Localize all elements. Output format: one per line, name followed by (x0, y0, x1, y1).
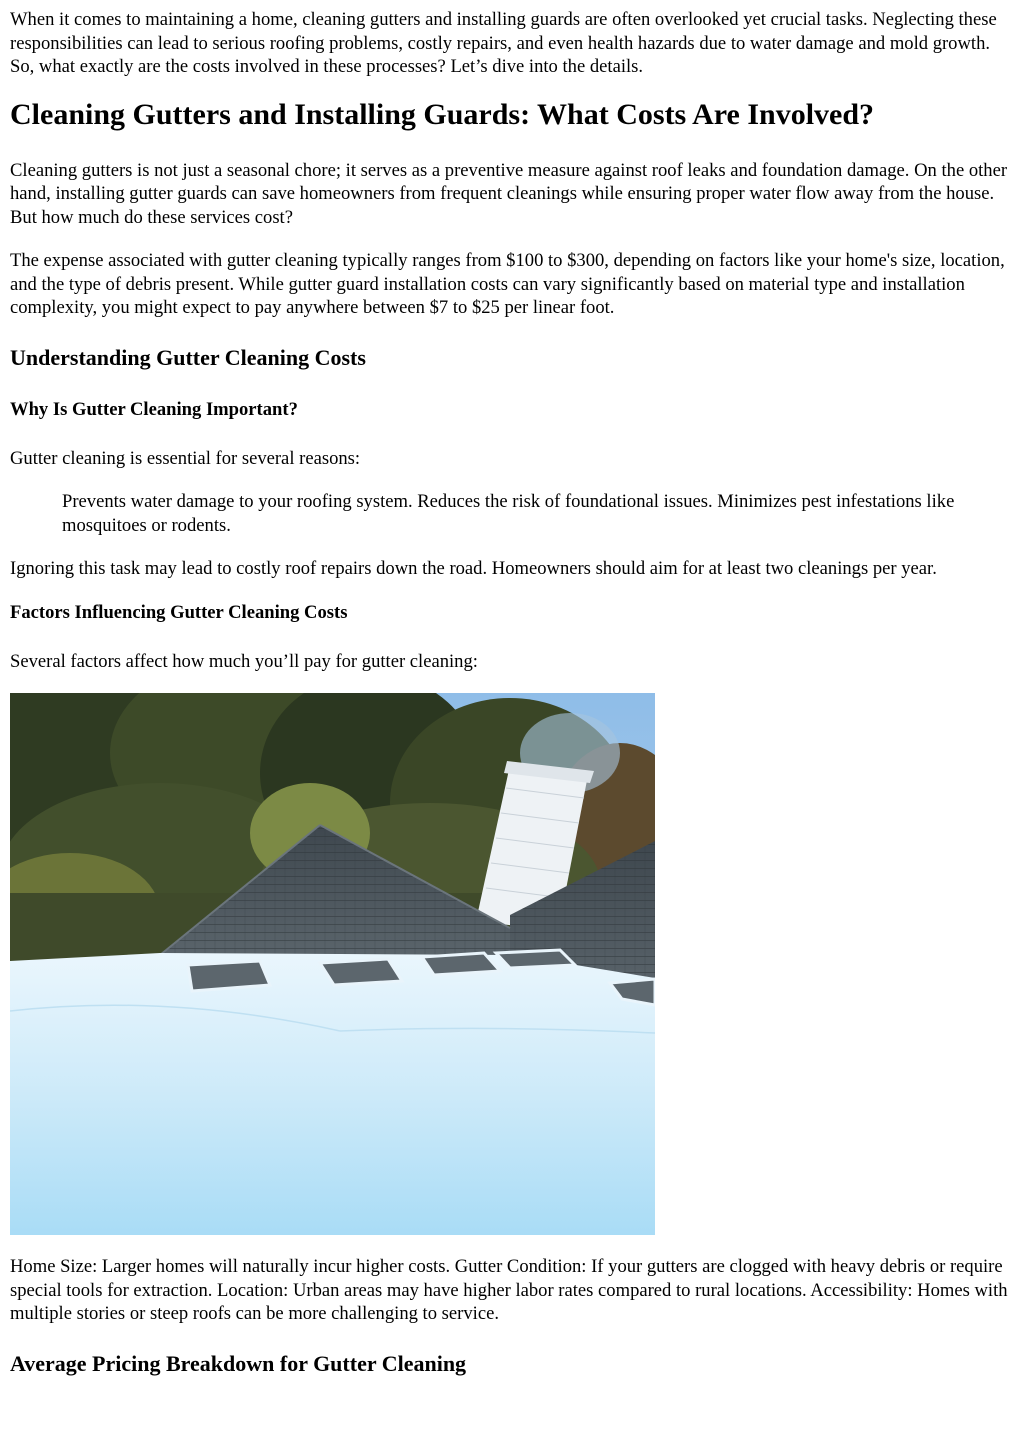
paragraph-ignoring: Ignoring this task may lead to costly roof repairs down the road. Homeowners should aim for at least two cleanings per year. (10, 558, 937, 579)
intro-paragraph: When it comes to maintaining a home, cleaning gutters and installing guards are often overlooked yet crucial tasks. Neglecting these responsibilities can lead to serious roofing problems, costly repairs, and even health hazards due to water damage and mold growth. So, what exactly are the costs involved in these processes? Let’s dive into the details. (10, 9, 997, 77)
reasons-blockquote: Prevents water damage to your roofing system. Reduces the risk of foundational issues. Minimizes pest infestations like mosquitoes or rodents. (62, 491, 955, 536)
page-title: Cleaning Gutters and Installing Guards: What Costs Are Involved? (10, 97, 875, 131)
heading-why-important: Why Is Gutter Cleaning Important? (10, 398, 298, 420)
photo-flat-roof (10, 953, 655, 1235)
paragraph-overview: Cleaning gutters is not just a seasonal chore; it serves as a preventive measure against roof leaks and foundation damage. On the other hand, installing gutter guards can save homeowners from frequent cleanings while ensuring proper water flow away from the house. But how much do these services cost? (10, 159, 1008, 228)
heading-understanding-costs: Understanding Gutter Cleaning Costs (10, 344, 366, 370)
paragraph-factors-intro: Several factors affect how much you’ll pay for gutter cleaning: (10, 650, 478, 672)
heading-factors: Factors Influencing Gutter Cleaning Costs (10, 601, 348, 623)
heading-average-pricing: Average Pricing Breakdown for Gutter Cleaning (10, 1350, 467, 1376)
roof-photo (10, 693, 655, 1235)
paragraph-reasons-intro: Gutter cleaning is essential for several reasons: (10, 447, 361, 469)
paragraph-factors-list: Home Size: Larger homes will naturally incur higher costs. Gutter Condition: If your gutters are clogged with heavy debris or require special tools for extraction. Location: Urban areas may have higher labor rates compared to rural locations. Accessibility: Homes with multiple stories or steep roofs can be more challenging to service. (10, 1256, 1008, 1324)
paragraph-cost-ranges: The expense associated with gutter cleaning typically ranges from $100 to $300, depending on factors like your home's size, location, and the type of debris present. While gutter guard installation costs can vary significantly based on material type and installation complexity, you might expect to pay anywhere between $7 to $25 per linear foot. (10, 250, 1005, 318)
